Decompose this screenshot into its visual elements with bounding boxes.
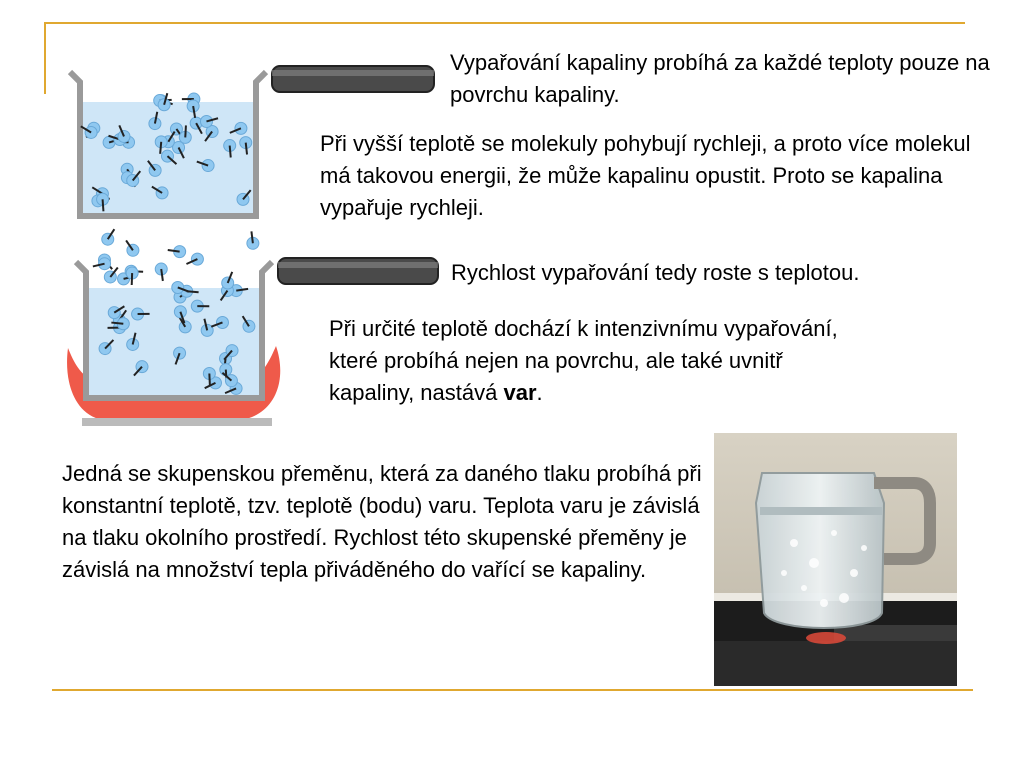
paragraph-higher-temperature: Při vyšší teplotě se molekuly pohybují rychleji, a proto více molekul má takovou energii, že může kapalinu opustit. Proto se kapalina vypařuje rychleji. [320,131,971,220]
paragraph-rate-grows: Rychlost vypařování tedy roste s teplotou. [451,260,860,285]
molecule-arrow [185,125,186,137]
molecule [235,122,247,134]
boiling-text: Při určité teplotě dochází k intenzivnímu vypařování, které probíhá nejen na povrchu, ale také uvnitř kapaliny, nastává [329,316,838,405]
paragraph-phase-change: Jedná se skupenskou přeměnu, která za daného tlaku probíhá při konstantní teplotě, tzv. teplotě (bodu) varu. Teplota varu je závislá na tlaku okolního prostředí. Rychlost této skupenské přeměny je závislá na množství tepla přiváděného do vařící se kapaliny. [62,461,702,582]
molecule-arrow [209,374,210,386]
molecule-arrow [160,142,161,154]
paragraph-boiling-definition [329,313,849,409]
bottom-rule [52,689,973,691]
molecule-arrow [230,146,231,158]
burner-plate [82,418,272,426]
left-rule [44,22,46,94]
boiling-kettle-photo [714,433,957,686]
molecule [172,281,184,293]
molecule-arrow [246,143,247,155]
molecule [243,320,255,332]
paragraph-surface-evaporation: Vypařování kapaliny probíhá za každé teploty pouze na povrchu kapaliny. [450,50,990,107]
molecule-arrow [111,323,123,324]
top-rule [44,22,965,24]
boiling-term: var [503,380,537,405]
molecule-arrow [103,199,104,211]
molecule [191,253,203,265]
pan-handle [278,258,438,284]
molecule [222,277,234,289]
pan-handle [272,66,434,92]
molecule [174,347,186,359]
boiling-text-end: . [536,380,543,405]
